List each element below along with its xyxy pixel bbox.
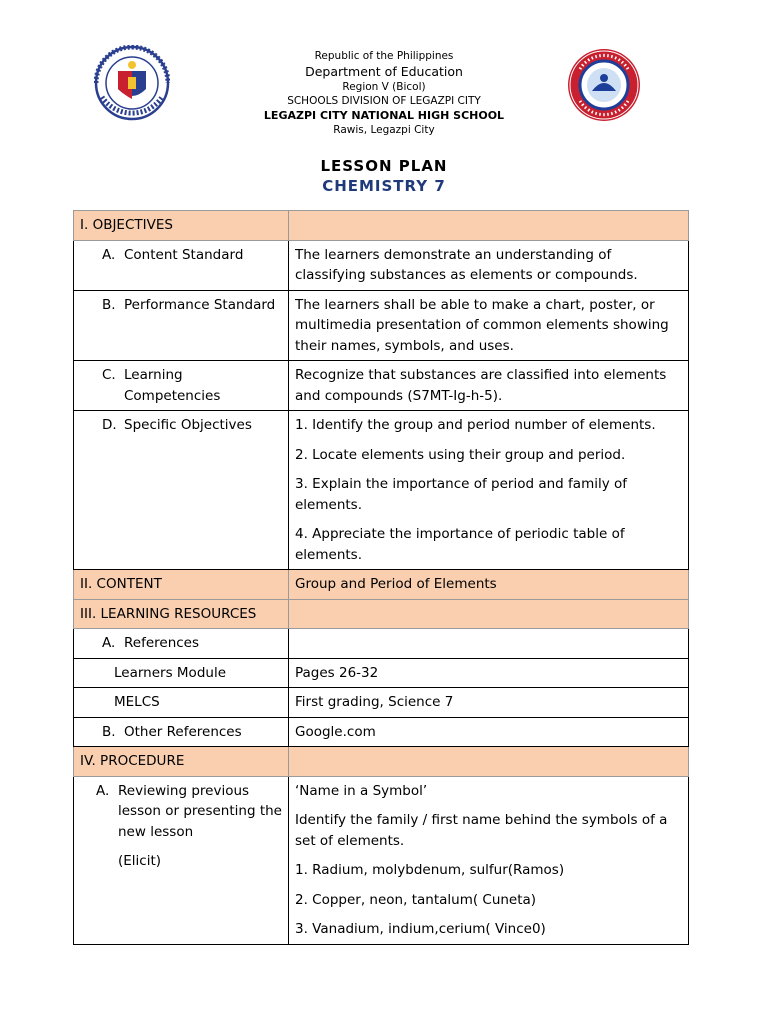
table-row-procedure xyxy=(74,747,689,777)
performance-standard-value: The learners shall be able to make a chart, poster, or multimedia presentation of common elements showing their names, symbols, and uses. xyxy=(289,290,689,361)
department-line: Department of Education xyxy=(305,63,463,79)
school-name: LEGAZPI CITY NATIONAL HIGH SCHOOL xyxy=(263,108,505,122)
learning-competencies-letter: C. xyxy=(102,367,116,383)
specific-objectives-letter: D. xyxy=(102,417,117,433)
performance-standard-label: Performance Standard xyxy=(124,296,276,313)
specific-objectives-list xyxy=(289,411,689,570)
division-line: SCHOOLS DIVISION OF LEGAZPI CITY xyxy=(287,95,481,108)
content-standard-label: Content Standard xyxy=(124,246,244,263)
content-label: II. CONTENT xyxy=(74,570,289,600)
table-row-content xyxy=(74,570,689,600)
table-row-reviewing xyxy=(74,776,689,944)
references-letter: A. xyxy=(102,635,116,651)
table-row-melcs xyxy=(74,688,689,718)
references-label: References xyxy=(124,635,200,651)
content-standard-letter: A. xyxy=(102,246,116,263)
table-row-references xyxy=(74,629,689,659)
list-item: 1. Identify the group and period number of elements. xyxy=(295,417,656,433)
list-item: 3. Vanadium, indium,cerium( Vince0) xyxy=(295,921,546,937)
table-row-other-references xyxy=(74,717,689,747)
melcs-label: MELCS xyxy=(114,694,160,710)
procedure-value xyxy=(289,747,689,777)
list-item: Identify the family / first name behind the symbols of a set of elements. xyxy=(295,812,668,849)
reviewing-note: (Elicit) xyxy=(118,853,162,869)
procedure-label: IV. PROCEDURE xyxy=(74,747,289,777)
learning-competencies-label: Learning Competencies xyxy=(124,367,221,404)
school-seal-icon xyxy=(566,47,642,123)
performance-standard-letter: B. xyxy=(102,296,116,313)
republic-line: Republic of the Philippines xyxy=(314,50,454,62)
reviewing-list xyxy=(289,776,689,944)
school-address: Rawis, Legazpi City xyxy=(333,124,435,137)
table-row-learners-module xyxy=(74,658,689,688)
lesson-plan-title xyxy=(0,156,768,196)
document-header xyxy=(0,0,768,150)
table-row-learning-resources xyxy=(74,599,689,629)
objectives-label: I. OBJECTIVES xyxy=(74,211,289,241)
other-references-value: Google.com xyxy=(289,717,689,747)
list-item: 2. Locate elements using their group and period. xyxy=(295,446,626,463)
reviewing-label: Reviewing previous lesson or presenting the new lesson xyxy=(118,782,282,840)
objectives-value xyxy=(289,211,689,241)
content-standard-value: The learners demonstrate an understanding of classifying substances as elements or compounds. xyxy=(289,240,689,290)
table-row-specific-objectives xyxy=(74,411,689,570)
learning-resources-label: III. LEARNING RESOURCES xyxy=(74,599,289,629)
list-item: 4. Appreciate the importance of periodic table of elements. xyxy=(295,526,625,563)
lesson-plan-table xyxy=(73,210,689,945)
list-item: ‘Name in a Symbol’ xyxy=(295,782,428,799)
other-references-letter: B. xyxy=(102,723,116,740)
melcs-value: First grading, Science 7 xyxy=(289,688,689,718)
learners-module-label: Learners Module xyxy=(114,664,227,681)
specific-objectives-label: Specific Objectives xyxy=(124,417,252,433)
learning-competencies-value: Recognize that substances are classified into elements and compounds (S7MT-Ig-h-5). xyxy=(289,361,689,411)
header-text-block xyxy=(0,49,768,138)
table-row-learning-competencies xyxy=(74,361,689,411)
region-line: Region V (Bicol) xyxy=(342,80,426,93)
list-item: 3. Explain the importance of period and family of elements. xyxy=(295,476,628,513)
title-lesson-plan: LESSON PLAN xyxy=(320,157,448,175)
reviewing-letter: A. xyxy=(96,782,110,799)
table-row-content-standard xyxy=(74,240,689,290)
learners-module-value: Pages 26-32 xyxy=(289,658,689,688)
references-value xyxy=(289,629,689,659)
learning-resources-value xyxy=(289,599,689,629)
table-row-objectives xyxy=(74,211,689,241)
list-item: 2. Copper, neon, tantalum( Cuneta) xyxy=(295,891,537,908)
list-item: 1. Radium, molybdenum, sulfur(Ramos) xyxy=(295,862,565,878)
other-references-label: Other References xyxy=(124,723,242,740)
title-subject: CHEMISTRY 7 xyxy=(322,177,446,195)
table-row-performance-standard xyxy=(74,290,689,361)
content-value: Group and Period of Elements xyxy=(289,570,689,600)
